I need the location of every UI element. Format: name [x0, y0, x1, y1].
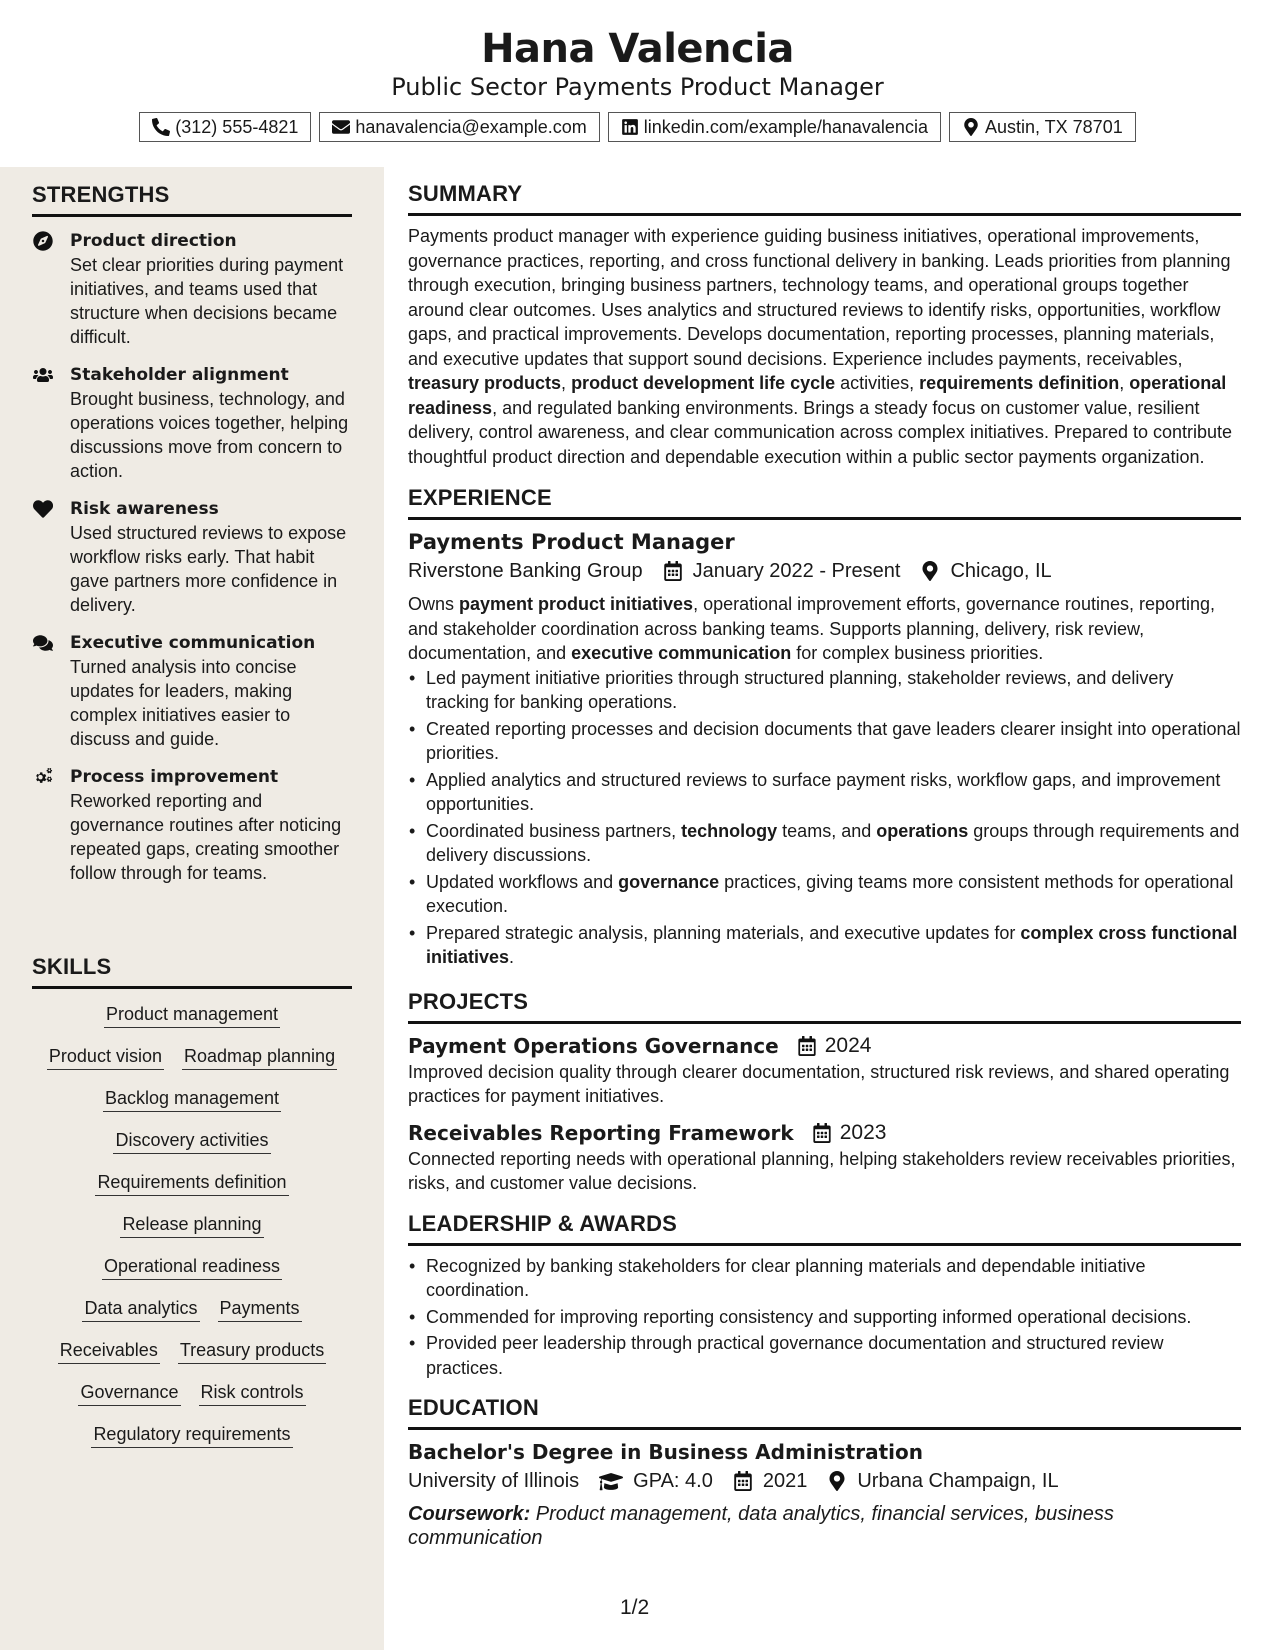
- skill-row: [32, 1127, 352, 1154]
- job-bullet: [408, 717, 1241, 766]
- job-location: Chicago, IL: [950, 560, 1052, 582]
- job-bullet: [408, 819, 1241, 868]
- contact-linkedin[interactable]: [608, 112, 941, 142]
- text-segment: for complex business priorities.: [791, 643, 1044, 663]
- experience-section: [408, 484, 1241, 970]
- location-icon: [962, 118, 980, 136]
- location-icon: [827, 1471, 847, 1491]
- project-title-row: [408, 1119, 1241, 1147]
- leadership-bullets: [408, 1254, 1241, 1381]
- envelope-icon: [332, 118, 350, 136]
- text-segment: practices, giving teams more consistent methods for operational execution.: [426, 871, 1234, 916]
- comments-icon: [32, 633, 54, 653]
- location-text: Austin, TX 78701: [984, 116, 1123, 137]
- strength-item: [32, 363, 352, 483]
- skill-row: [32, 1295, 352, 1322]
- compass-icon: [32, 231, 54, 251]
- text-segment: Payments product manager with experience guiding business initiatives, operational improvements, governance practices, reporting, and cross functional delivery in banking. Leads priorities from planning through execution, bringing business partners, technology teams, and operational groups together around clear outcomes. Uses analytics and structured reviews to identify risks, opportunities, workflow gaps, and practical improvements. Develops documentation, reporting processes, planning materials, and executive updates that support sound decisions. Experience includes payments, receivables,: [408, 226, 1231, 369]
- project-item: [408, 1119, 1241, 1196]
- calendar-icon: [797, 1036, 817, 1056]
- leadership-section: [408, 1210, 1241, 1381]
- education-meta: [408, 1466, 1241, 1496]
- skills-list: [32, 1001, 352, 1448]
- calendar-icon: [663, 561, 683, 581]
- text-segment: .: [509, 947, 515, 967]
- text-segment: ,: [561, 373, 572, 393]
- job-bullets: [408, 666, 1241, 970]
- strength-title: Stakeholder alignment: [70, 365, 289, 385]
- skills-heading: SKILLS: [32, 953, 352, 989]
- strength-item: [32, 497, 352, 617]
- leadership-bullet: • Provided peer leadership through practical governance documentation and structured review practices.: [408, 1331, 1241, 1380]
- skill-row: [32, 1169, 352, 1196]
- page-number: 1/2: [620, 1596, 650, 1619]
- skill-row: [32, 1379, 352, 1406]
- skill-row: [32, 1001, 352, 1028]
- strength-title: Product direction: [70, 231, 237, 251]
- job-bullet: [408, 666, 1241, 715]
- strength-title: Risk awareness: [70, 499, 219, 519]
- project-year: [812, 1119, 887, 1147]
- skill-tag: Requirements definition: [95, 1169, 288, 1196]
- skill-row: [32, 1211, 352, 1238]
- strength-description: Used structured reviews to expose workflow risks early. That habit gave partners more confidence in delivery.: [70, 523, 347, 615]
- strength-item: [32, 229, 352, 349]
- skill-row: [32, 1043, 352, 1070]
- text-segment: Prepared strategic analysis, planning materials, and executive updates for: [426, 922, 1021, 943]
- project-year: [797, 1032, 872, 1060]
- strengths-heading: STRENGTHS: [32, 181, 352, 217]
- text-segment: , and regulated banking environments. Brings a steady focus on customer value, resilient delivery, control awareness, and clear communication across complex initiatives. Prepared to contribute thoughtful product direction and dependable execution within a public sector payments organization.: [408, 397, 1233, 467]
- skills-section: [32, 953, 352, 1463]
- bold-text: payment product initiatives: [459, 594, 694, 614]
- candidate-role: Public Sector Payments Product Manager: [391, 73, 884, 101]
- email-text: hanavalencia@example.com: [355, 116, 587, 137]
- resume-header: [0, 0, 1275, 142]
- education-section: [408, 1394, 1241, 1550]
- strength-title: Process improvement: [70, 767, 279, 787]
- projects-list: [408, 1032, 1241, 1196]
- contact-location[interactable]: [949, 112, 1136, 142]
- summary-heading: SUMMARY: [408, 180, 1241, 216]
- skill-tag: Governance: [78, 1379, 180, 1406]
- company-name: Riverstone Banking Group: [408, 560, 643, 582]
- experience-heading: EXPERIENCE: [408, 484, 1241, 520]
- job-meta: [408, 556, 1241, 586]
- job-bullet: [408, 921, 1241, 970]
- text-segment: groups through requirements and delivery discussions.: [426, 820, 1240, 865]
- job-bullet: [408, 768, 1241, 817]
- skill-tag: Operational readiness: [102, 1253, 282, 1280]
- strengths-list: [32, 229, 352, 885]
- education-heading: EDUCATION: [408, 1394, 1241, 1430]
- main-content: [408, 180, 1241, 1550]
- users-icon: [32, 365, 54, 385]
- skill-tag: Product vision: [47, 1043, 164, 1070]
- location-icon: [920, 561, 940, 581]
- project-name: Payment Operations Governance: [408, 1033, 779, 1058]
- school-location: Urbana Champaign, IL: [857, 1470, 1059, 1492]
- project-name: Receivables Reporting Framework: [408, 1120, 794, 1145]
- calendar-icon: [812, 1123, 832, 1143]
- strength-description: Set clear priorities during payment initiatives, and teams used that structure when decisions became difficult.: [70, 255, 344, 347]
- compass-icon: [32, 231, 54, 251]
- skill-tag: Receivables: [58, 1337, 160, 1364]
- skill-tag: Data analytics: [82, 1295, 199, 1322]
- bold-text: product development life cycle: [571, 373, 836, 393]
- gpa-text: GPA: 4.0: [633, 1470, 713, 1492]
- bold-text: requirements definition: [919, 373, 1120, 393]
- skill-row: [32, 1337, 352, 1364]
- bold-text: governance: [618, 871, 720, 892]
- coursework: [408, 1502, 1241, 1550]
- candidate-name: Hana Valencia: [481, 26, 794, 72]
- summary-text: [408, 224, 1241, 469]
- contact-phone[interactable]: [139, 112, 311, 142]
- coursework-label: Coursework:: [408, 1503, 531, 1525]
- projects-heading: PROJECTS: [408, 988, 1241, 1024]
- strength-item: [32, 765, 352, 885]
- linkedin-text: linkedin.com/example/hanavalencia: [643, 116, 928, 137]
- skill-row: [32, 1253, 352, 1280]
- contact-email[interactable]: [319, 112, 599, 142]
- school-name: University of Illinois: [408, 1470, 580, 1492]
- degree-title: Bachelor's Degree in Business Administration: [408, 1440, 923, 1464]
- bold-text: technology: [681, 820, 778, 841]
- project-item: [408, 1032, 1241, 1109]
- bold-text: complex cross functional initiatives: [426, 922, 1238, 967]
- text-segment: teams, and: [777, 820, 877, 841]
- strength-description: Turned analysis into concise updates for leaders, making complex initiatives easier to discuss and guide.: [70, 657, 297, 749]
- project-year-text: 2024: [824, 1033, 872, 1057]
- skill-tag: Backlog management: [103, 1085, 281, 1112]
- job-intro: [408, 592, 1241, 666]
- users-icon: [32, 365, 54, 385]
- skill-tag: Discovery activities: [113, 1127, 270, 1154]
- bold-text: treasury products: [408, 373, 562, 393]
- strengths-section: [32, 181, 352, 885]
- text-segment: Applied analytics and structured reviews to surface payment risks, workflow gaps, and improvement opportunities.: [426, 769, 1221, 814]
- linkedin-icon: [621, 118, 639, 136]
- bold-text: operational readiness: [408, 373, 1227, 418]
- heart-icon: [32, 499, 54, 519]
- strength-description: Brought business, technology, and operations voices together, helping discussions move from concern to action.: [70, 389, 349, 481]
- graduation-cap-icon: [599, 1471, 623, 1491]
- skill-row: [32, 1085, 352, 1112]
- text-segment: Updated workflows and: [426, 871, 619, 892]
- strength-item: [32, 631, 352, 751]
- text-segment: , operational improvement efforts, governance routines, reporting, and stakeholder coordination across banking teams. Supports planning, delivery, risk review, documentation, and: [408, 594, 1216, 663]
- text-segment: ,: [1119, 373, 1130, 393]
- summary-section: [408, 180, 1241, 469]
- leadership-bullet: • Recognized by banking stakeholders for clear planning materials and dependable initiative coordination.: [408, 1254, 1241, 1303]
- skill-tag: Roadmap planning: [182, 1043, 337, 1070]
- grad-year: 2021: [762, 1470, 808, 1492]
- sidebar: [0, 167, 384, 1650]
- bold-text: operations: [876, 820, 969, 841]
- job-title: Payments Product Manager: [408, 530, 735, 554]
- text-segment: Owns: [408, 594, 460, 614]
- skill-tag: Risk controls: [199, 1379, 306, 1406]
- text-segment: activities,: [835, 373, 920, 393]
- project-description: Connected reporting needs with operational planning, helping stakeholders review receivables priorities, risks, and customer value decisions.: [408, 1148, 1236, 1193]
- project-title-row: [408, 1032, 1241, 1060]
- text-segment: Created reporting processes and decision documents that gave leaders clearer insight into operational priorities.: [426, 718, 1241, 763]
- comments-icon: [32, 633, 54, 653]
- skill-tag: Regulatory requirements: [91, 1421, 292, 1448]
- strength-title: Executive communication: [70, 633, 316, 653]
- coursework-text: Product management, data analytics, financial services, business communication: [408, 1503, 1114, 1549]
- phone-icon: [152, 118, 170, 136]
- calendar-icon: [733, 1471, 753, 1491]
- project-description: Improved decision quality through clearer documentation, structured risk reviews, and shared operating practices for payment initiatives.: [408, 1061, 1230, 1106]
- contact-bar: [0, 112, 1275, 142]
- skill-tag: Payments: [218, 1295, 302, 1322]
- text-segment: Led payment initiative priorities through structured planning, stakeholder reviews, and delivery tracking for banking operations.: [426, 667, 1174, 712]
- job-bullet: [408, 870, 1241, 919]
- project-year-text: 2023: [839, 1120, 887, 1144]
- gears-icon: [32, 767, 54, 787]
- strength-description: Reworked reporting and governance routines after noticing repeated gaps, creating smoother follow through for teams.: [70, 791, 342, 883]
- skill-tag: Treasury products: [178, 1337, 326, 1364]
- skill-tag: Product management: [104, 1001, 280, 1028]
- heart-icon: [32, 499, 54, 519]
- projects-section: [408, 988, 1241, 1196]
- gears-icon: [32, 767, 54, 787]
- phone-text: (312) 555-4821: [175, 116, 299, 137]
- bold-text: executive communication: [571, 643, 792, 663]
- skill-tag: Release planning: [120, 1211, 263, 1238]
- leadership-bullet: • Commended for improving reporting consistency and supporting informed operational decisions.: [408, 1305, 1241, 1330]
- text-segment: Coordinated business partners,: [426, 820, 682, 841]
- job-dates: January 2022 - Present: [692, 560, 901, 582]
- skill-row: [32, 1421, 352, 1448]
- leadership-heading: LEADERSHIP & AWARDS: [408, 1210, 1241, 1246]
